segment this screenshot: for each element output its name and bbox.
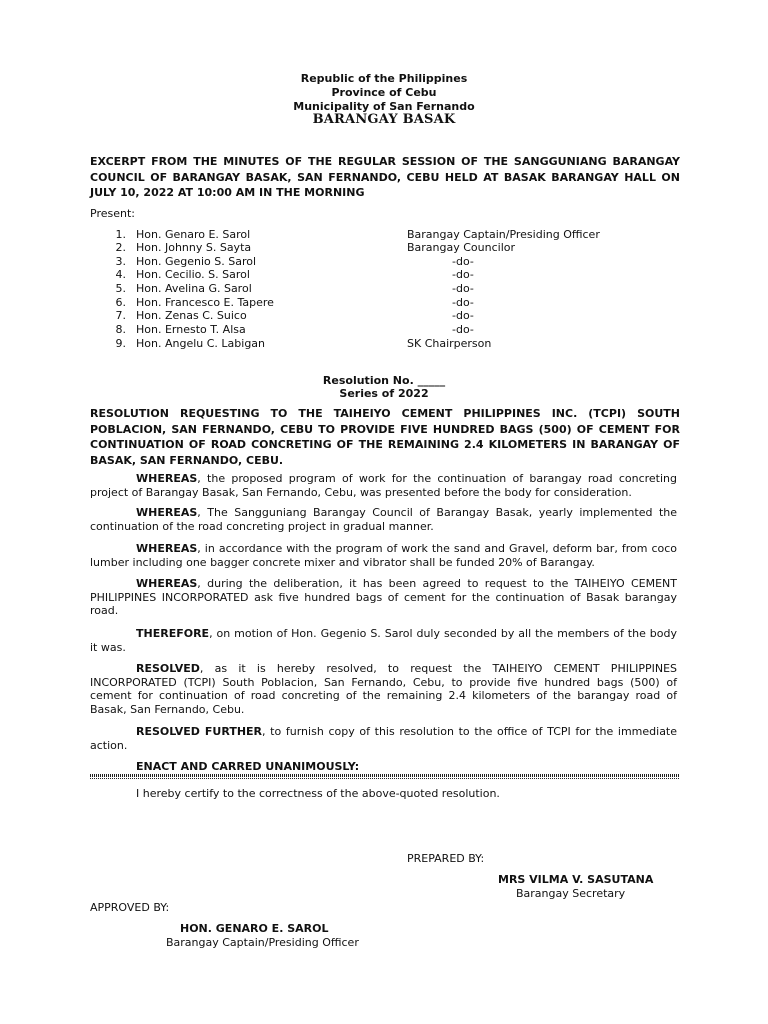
- member-row: [112, 282, 632, 296]
- member-name: Hon. Genaro E. Sarol: [136, 228, 251, 241]
- paragraph-text: , as it is hereby resolved, to request the TAIHEIYO CEMENT PHILIPPINES INCORPORATED (TCPI) South Poblacion, San Fernando, Cebu, to provide five hundred bags (500) of cement for continuation of road concreting of the remaining 2.4 kilometers of the barangay road of Basak, San Fernando, Cebu.: [90, 662, 677, 716]
- secretary-name: MRS VILMA V. SASUTANA: [498, 873, 654, 886]
- member-position: Barangay Captain/Presiding Officer: [407, 228, 600, 241]
- member-number: 2.: [115, 241, 126, 254]
- captain-title: Barangay Captain/Presiding Officer: [166, 936, 359, 949]
- paragraph-lead: THEREFORE: [136, 627, 210, 640]
- resolution-title: RESOLUTION REQUESTING TO THE TAIHEIYO CEMENT PHILIPPINES INC. (TCPI) SOUTH POBLACION, SAN FERNANDO, CEBU TO PROVIDE FIVE HUNDRED BAGS (500) OF CEMENT FOR CONTINUATION OF ROAD CONCRETING OF THE REMAINING 2.4 KILOMETERS IN BARANGAY OF BASAK, SAN FERNANDO, CEBU.: [90, 407, 680, 467]
- member-name: Hon. Angelu C. Labigan: [136, 337, 266, 350]
- resolved-paragraph: [90, 662, 677, 716]
- approved-by-label: APPROVED BY:: [90, 901, 170, 914]
- header-republic: Republic of the Philippines: [300, 72, 468, 85]
- whereas-paragraph: [90, 506, 677, 533]
- member-name: Hon. Ernesto T. Alsa: [136, 323, 246, 336]
- member-position: Barangay Councilor: [407, 241, 516, 254]
- member-number: 4.: [115, 268, 126, 281]
- dotted-separator: [90, 778, 680, 779]
- secretary-title: Barangay Secretary: [516, 887, 626, 900]
- member-row: [112, 323, 632, 337]
- whereas-paragraph: [90, 542, 677, 569]
- member-row: [112, 296, 632, 310]
- present-label: Present:: [90, 207, 135, 220]
- member-row: [112, 337, 632, 351]
- member-position: -do-: [452, 282, 474, 295]
- paragraph-lead: RESOLVED FURTHER: [136, 725, 263, 738]
- member-position: -do-: [452, 255, 474, 268]
- member-number: 1.: [115, 228, 126, 241]
- member-row: [112, 268, 632, 282]
- captain-name: HON. GENARO E. SAROL: [180, 922, 329, 935]
- dotted-separator: [90, 774, 680, 777]
- paragraph-lead: WHEREAS: [136, 542, 198, 555]
- therefore-paragraph: [90, 627, 677, 654]
- member-number: 3.: [115, 255, 126, 268]
- member-name: Hon. Avelina G. Sarol: [136, 282, 252, 295]
- paragraph-lead: WHEREAS: [136, 577, 198, 590]
- certify-line: I hereby certify to the correctness of the above-quoted resolution.: [136, 787, 500, 800]
- member-number: 9.: [115, 337, 126, 350]
- member-row: [112, 228, 632, 242]
- paragraph-lead: WHEREAS: [136, 472, 198, 485]
- paragraph-lead: RESOLVED: [136, 662, 200, 675]
- member-name: Hon. Francesco E. Tapere: [136, 296, 274, 309]
- member-name: Hon. Cecilio. S. Sarol: [136, 268, 250, 281]
- member-position: -do-: [452, 309, 474, 322]
- member-row: [112, 309, 632, 323]
- prepared-by-label: PREPARED BY:: [407, 852, 485, 865]
- member-number: 7.: [115, 309, 126, 322]
- resolution-series: Series of 2022: [339, 387, 429, 400]
- member-position: -do-: [452, 296, 474, 309]
- paragraph-text: , in accordance with the program of work the sand and Gravel, deform bar, from coco lumber including one bagger concrete mixer and vibrator shall be funded 20% of Barangay.: [90, 542, 677, 569]
- header-barangay: BARANGAY BASAK: [312, 112, 456, 127]
- member-number: 8.: [115, 323, 126, 336]
- header-province: Province of Cebu: [331, 86, 437, 99]
- paragraph-lead: WHEREAS: [136, 506, 198, 519]
- member-position: -do-: [452, 268, 474, 281]
- paragraph-text: , The Sangguniang Barangay Council of Barangay Basak, yearly implemented the continuation of the road concreting project in gradual manner.: [90, 506, 677, 533]
- member-number: 6.: [115, 296, 126, 309]
- excerpt-heading: EXCERPT FROM THE MINUTES OF THE REGULAR SESSION OF THE SANGGUNIANG BARANGAY COUNCIL OF BARANGAY BASAK, SAN FERNANDO, CEBU HELD AT BASAK BARANGAY HALL ON JULY 10, 2022 AT 10:00 AM IN THE MORNING: [90, 155, 680, 199]
- resolution-number: Resolution No. _____: [322, 374, 446, 387]
- member-number: 5.: [115, 282, 126, 295]
- member-name: Hon. Johnny S. Sayta: [136, 241, 252, 254]
- member-name: Hon. Gegenio S. Sarol: [136, 255, 257, 268]
- member-row: [112, 241, 632, 255]
- header-municipality: Municipality of San Fernando: [293, 100, 475, 113]
- paragraph-text: , to furnish copy of this resolution to the office of TCPI for the immediate action.: [90, 725, 678, 752]
- resolved-further-paragraph: [90, 725, 677, 752]
- member-position: -do-: [452, 323, 474, 336]
- member-name: Hon. Zenas C. Suico: [136, 309, 247, 322]
- enact-line: ENACT AND CARRED UNANIMOUSLY:: [136, 760, 360, 773]
- paragraph-text: , the proposed program of work for the continuation of barangay road concreting project of Barangay Basak, San Fernando, Cebu, was presented before the body for consideration.: [90, 472, 677, 499]
- whereas-paragraph: [90, 472, 677, 499]
- member-row: [112, 255, 632, 269]
- paragraph-text: , on motion of Hon. Gegenio S. Sarol duly seconded by all the members of the body it was.: [90, 627, 677, 654]
- paragraph-text: , during the deliberation, it has been agreed to request to the TAIHEIYO CEMENT PHILIPPINES INCORPORATED ask five hundred bags of cement for the continuation of Basak barangay road.: [90, 577, 677, 618]
- member-position: SK Chairperson: [407, 337, 492, 350]
- whereas-paragraph: [90, 577, 677, 618]
